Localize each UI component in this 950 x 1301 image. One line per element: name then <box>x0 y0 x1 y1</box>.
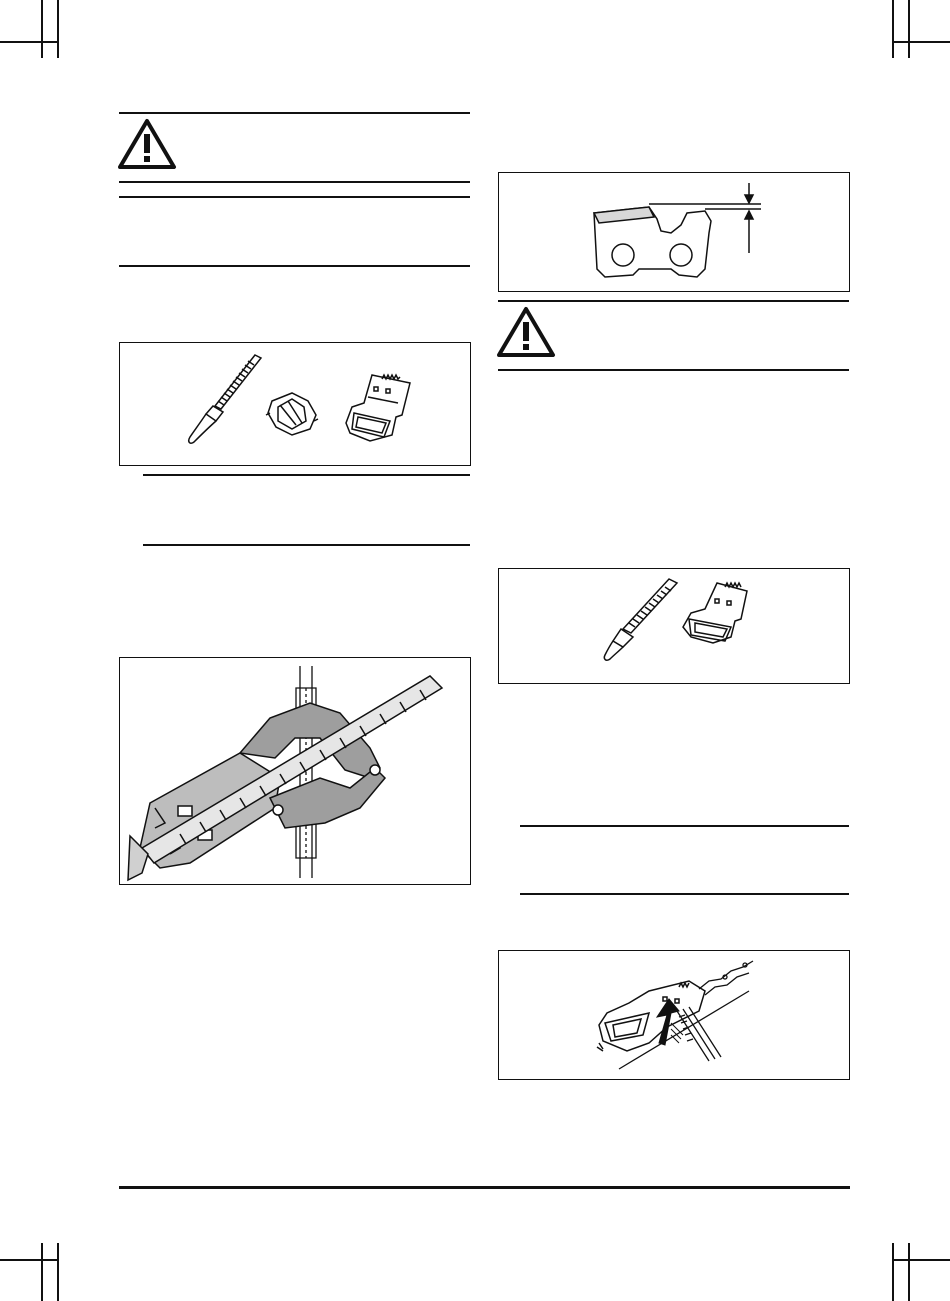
warning-triangle-icon <box>117 118 177 170</box>
crop-mark <box>41 1243 43 1301</box>
rule <box>119 181 470 183</box>
crop-mark <box>41 0 43 58</box>
crop-mark <box>892 1243 894 1301</box>
warning-triangle-icon <box>496 306 556 358</box>
figure-cutter-depth-gauge-setting <box>498 172 850 292</box>
measurement-arrows <box>745 183 753 253</box>
crop-mark <box>892 41 950 43</box>
crop-mark <box>908 1243 910 1301</box>
crop-mark <box>57 0 59 58</box>
saw-chain <box>699 961 753 995</box>
crop-mark <box>892 0 894 58</box>
figure-file-guide-on-chain <box>119 657 471 885</box>
round-file-icon <box>189 355 261 443</box>
rule <box>498 369 849 371</box>
footer-rule <box>119 1186 850 1189</box>
crop-mark <box>57 1243 59 1301</box>
figure-depth-gauge-tool-on-chain <box>498 950 850 1080</box>
figure-tools-round-file-guide-gauge <box>119 342 471 466</box>
depth-gauge-tool-icon <box>346 375 410 441</box>
depth-gauge-tool-icon <box>683 583 747 643</box>
rule <box>119 196 470 198</box>
rule <box>520 825 849 827</box>
flat-file-icon <box>604 579 677 660</box>
crop-mark <box>892 1259 950 1261</box>
rule <box>520 893 849 895</box>
flat-file-icon <box>677 1007 721 1061</box>
file-guide-icon <box>266 393 318 435</box>
rule <box>143 474 470 476</box>
rule <box>143 544 470 546</box>
crop-mark <box>0 1259 58 1261</box>
rule <box>498 300 849 302</box>
crop-mark <box>0 41 58 43</box>
rule <box>119 265 470 267</box>
rule <box>119 112 470 114</box>
crop-mark <box>908 0 910 58</box>
round-file-icon <box>128 676 442 880</box>
figure-tools-flat-file-gauge <box>498 568 850 684</box>
cutter-tooth <box>594 204 761 277</box>
